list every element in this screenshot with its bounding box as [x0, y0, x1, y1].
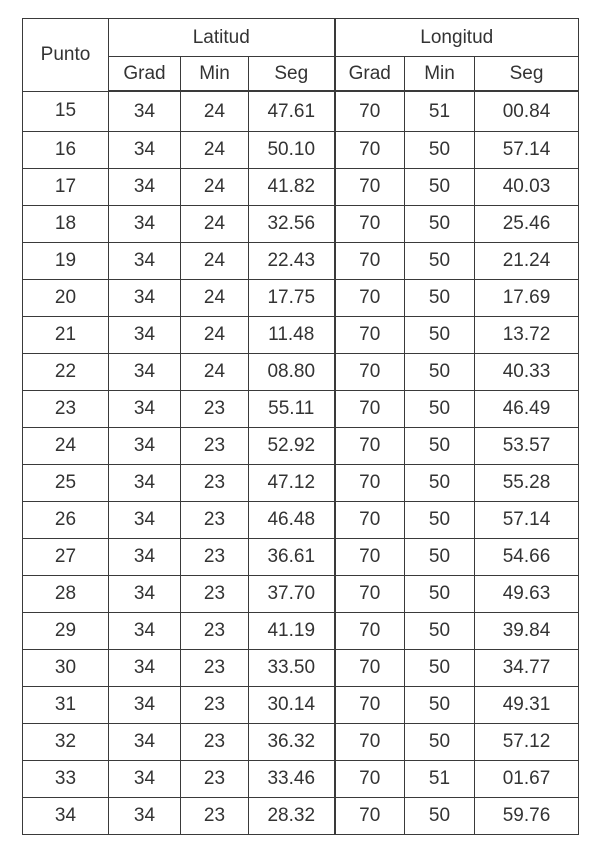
cell-lat-seg: 36.32: [249, 724, 335, 761]
cell-lat-seg: 11.48: [249, 317, 335, 354]
cell-lat-min: 23: [181, 428, 249, 465]
cell-lat-grad: 34: [109, 317, 181, 354]
cell-lon-seg: 40.33: [475, 354, 579, 391]
cell-lon-min: 50: [405, 465, 475, 502]
cell-lon-min: 50: [405, 280, 475, 317]
cell-punto: 33: [23, 761, 109, 798]
table-row: [23, 428, 579, 465]
table-row: [23, 206, 579, 243]
cell-lat-seg: 52.92: [249, 428, 335, 465]
cell-lat-seg: 17.75: [249, 280, 335, 317]
cell-lon-grad: 70: [335, 132, 405, 169]
cell-lon-seg: 17.69: [475, 280, 579, 317]
header-lon-grad: Grad: [335, 57, 405, 92]
cell-lat-min: 23: [181, 539, 249, 576]
table-row: [23, 687, 579, 724]
cell-lon-seg: 57.14: [475, 132, 579, 169]
table-row: [23, 502, 579, 539]
cell-lon-seg: 21.24: [475, 243, 579, 280]
cell-lon-grad: 70: [335, 354, 405, 391]
cell-lon-min: 50: [405, 132, 475, 169]
cell-lat-grad: 34: [109, 354, 181, 391]
cell-lat-seg: 37.70: [249, 576, 335, 613]
cell-lat-min: 24: [181, 206, 249, 243]
cell-lon-min: 50: [405, 613, 475, 650]
cell-punto: 21: [23, 317, 109, 354]
cell-lon-min: 50: [405, 391, 475, 428]
table-row: [23, 243, 579, 280]
cell-lat-grad: 34: [109, 132, 181, 169]
cell-lat-min: 23: [181, 761, 249, 798]
cell-lat-seg: 33.46: [249, 761, 335, 798]
cell-lat-min: 24: [181, 280, 249, 317]
cell-punto: 34: [23, 798, 109, 835]
cell-lon-seg: 46.49: [475, 391, 579, 428]
table-row: [23, 354, 579, 391]
cell-lon-min: 50: [405, 502, 475, 539]
cell-lat-grad: 34: [109, 465, 181, 502]
cell-lat-grad: 34: [109, 502, 181, 539]
header-lon-min: Min: [405, 57, 475, 92]
header-lon-seg: Seg: [475, 57, 579, 92]
cell-punto: 28: [23, 576, 109, 613]
cell-lon-min: 50: [405, 317, 475, 354]
header-lat-min: Min: [181, 57, 249, 92]
cell-lon-seg: 49.31: [475, 687, 579, 724]
cell-lat-seg: 28.32: [249, 798, 335, 835]
cell-lon-grad: 70: [335, 650, 405, 687]
cell-lat-seg: 22.43: [249, 243, 335, 280]
cell-lat-grad: 34: [109, 280, 181, 317]
table-row: [23, 391, 579, 428]
header-punto: Punto: [23, 19, 109, 92]
cell-lat-min: 23: [181, 798, 249, 835]
cell-lon-min: 50: [405, 724, 475, 761]
cell-lon-min: 50: [405, 354, 475, 391]
cell-punto: 26: [23, 502, 109, 539]
cell-lat-grad: 34: [109, 539, 181, 576]
cell-lon-grad: 70: [335, 724, 405, 761]
cell-lat-seg: 47.12: [249, 465, 335, 502]
table-row: [23, 576, 579, 613]
cell-lon-seg: 49.63: [475, 576, 579, 613]
cell-lat-min: 23: [181, 724, 249, 761]
cell-lon-grad: 70: [335, 539, 405, 576]
cell-lon-min: 51: [405, 761, 475, 798]
cell-punto: 18: [23, 206, 109, 243]
table-row: [23, 280, 579, 317]
cell-lon-seg: 57.12: [475, 724, 579, 761]
table-row: [23, 761, 579, 798]
cell-punto: 32: [23, 724, 109, 761]
cell-lat-seg: 36.61: [249, 539, 335, 576]
cell-lon-seg: 53.57: [475, 428, 579, 465]
cell-lon-grad: 70: [335, 687, 405, 724]
cell-lat-grad: 34: [109, 243, 181, 280]
cell-lon-grad: 70: [335, 91, 405, 132]
cell-lat-min: 24: [181, 354, 249, 391]
table-row: [23, 724, 579, 761]
header-latitud: Latitud: [109, 19, 335, 57]
cell-lat-grad: 34: [109, 761, 181, 798]
cell-lon-grad: 70: [335, 206, 405, 243]
cell-lat-seg: 41.82: [249, 169, 335, 206]
cell-lon-seg: 40.03: [475, 169, 579, 206]
cell-lat-min: 24: [181, 91, 249, 132]
cell-lon-min: 50: [405, 206, 475, 243]
cell-lat-seg: 50.10: [249, 132, 335, 169]
cell-lat-min: 23: [181, 465, 249, 502]
cell-lon-seg: 25.46: [475, 206, 579, 243]
cell-lon-min: 50: [405, 539, 475, 576]
table-row: [23, 91, 579, 132]
cell-lon-grad: 70: [335, 613, 405, 650]
cell-lon-grad: 70: [335, 428, 405, 465]
table-body: [23, 91, 579, 835]
cell-lat-grad: 34: [109, 206, 181, 243]
cell-lon-min: 51: [405, 91, 475, 132]
table-row: [23, 650, 579, 687]
cell-lon-min: 50: [405, 243, 475, 280]
cell-lon-seg: 55.28: [475, 465, 579, 502]
cell-punto: 27: [23, 539, 109, 576]
header-lat-grad: Grad: [109, 57, 181, 92]
cell-lon-min: 50: [405, 687, 475, 724]
cell-lat-min: 23: [181, 650, 249, 687]
cell-lon-seg: 00.84: [475, 91, 579, 132]
cell-lon-grad: 70: [335, 391, 405, 428]
cell-lat-seg: 33.50: [249, 650, 335, 687]
cell-lat-seg: 30.14: [249, 687, 335, 724]
cell-punto: 20: [23, 280, 109, 317]
coordinates-table: [22, 18, 579, 835]
cell-lat-grad: 34: [109, 650, 181, 687]
table-row: [23, 613, 579, 650]
cell-lon-grad: 70: [335, 576, 405, 613]
cell-lat-grad: 34: [109, 391, 181, 428]
cell-lat-seg: 55.11: [249, 391, 335, 428]
cell-lat-min: 24: [181, 317, 249, 354]
table-row: [23, 169, 579, 206]
cell-lon-grad: 70: [335, 798, 405, 835]
cell-lat-grad: 34: [109, 798, 181, 835]
cell-lon-seg: 13.72: [475, 317, 579, 354]
cell-punto: 30: [23, 650, 109, 687]
cell-lon-min: 50: [405, 798, 475, 835]
table-row: [23, 798, 579, 835]
cell-punto: 22: [23, 354, 109, 391]
cell-lon-grad: 70: [335, 502, 405, 539]
cell-lat-grad: 34: [109, 428, 181, 465]
cell-lon-seg: 54.66: [475, 539, 579, 576]
cell-lat-seg: 32.56: [249, 206, 335, 243]
header-lat-seg: Seg: [249, 57, 335, 92]
table-row: [23, 465, 579, 502]
cell-lon-grad: 70: [335, 761, 405, 798]
table-header: [23, 19, 579, 92]
cell-lat-grad: 34: [109, 687, 181, 724]
cell-punto: 17: [23, 169, 109, 206]
cell-lat-min: 23: [181, 576, 249, 613]
cell-lat-min: 23: [181, 391, 249, 428]
cell-lat-grad: 34: [109, 576, 181, 613]
table-row: [23, 539, 579, 576]
cell-punto: 23: [23, 391, 109, 428]
cell-lon-seg: 34.77: [475, 650, 579, 687]
cell-punto: 19: [23, 243, 109, 280]
cell-lon-min: 50: [405, 169, 475, 206]
cell-punto: 24: [23, 428, 109, 465]
cell-lat-grad: 34: [109, 613, 181, 650]
cell-lat-grad: 34: [109, 91, 181, 132]
cell-lon-min: 50: [405, 650, 475, 687]
header-longitud: Longitud: [335, 19, 579, 57]
cell-lat-grad: 34: [109, 724, 181, 761]
cell-punto: 31: [23, 687, 109, 724]
cell-lon-seg: 01.67: [475, 761, 579, 798]
cell-lat-min: 23: [181, 502, 249, 539]
cell-lat-min: 24: [181, 169, 249, 206]
cell-lon-grad: 70: [335, 280, 405, 317]
cell-punto: 16: [23, 132, 109, 169]
table-row: [23, 132, 579, 169]
cell-lon-seg: 39.84: [475, 613, 579, 650]
cell-lat-min: 23: [181, 613, 249, 650]
cell-lat-seg: 46.48: [249, 502, 335, 539]
cell-lat-grad: 34: [109, 169, 181, 206]
cell-lat-seg: 41.19: [249, 613, 335, 650]
cell-lon-min: 50: [405, 428, 475, 465]
cell-lon-grad: 70: [335, 243, 405, 280]
cell-lat-min: 24: [181, 243, 249, 280]
cell-punto: 29: [23, 613, 109, 650]
cell-lon-grad: 70: [335, 169, 405, 206]
cell-lat-min: 24: [181, 132, 249, 169]
cell-lon-grad: 70: [335, 317, 405, 354]
cell-lon-seg: 59.76: [475, 798, 579, 835]
cell-lat-seg: 08.80: [249, 354, 335, 391]
cell-punto: 15: [23, 91, 109, 132]
cell-lon-grad: 70: [335, 465, 405, 502]
table-row: [23, 317, 579, 354]
cell-lat-seg: 47.61: [249, 91, 335, 132]
cell-lon-min: 50: [405, 576, 475, 613]
header-group-row: [23, 19, 579, 57]
cell-punto: 25: [23, 465, 109, 502]
cell-lon-seg: 57.14: [475, 502, 579, 539]
cell-lat-min: 23: [181, 687, 249, 724]
